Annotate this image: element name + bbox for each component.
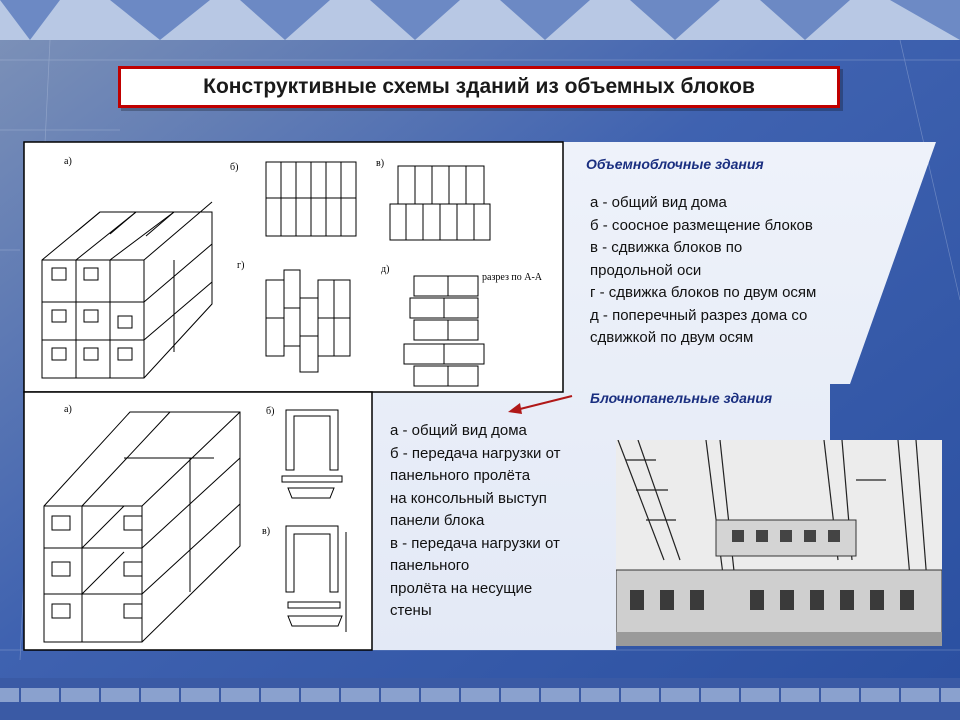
section2-item: панельного пролёта (390, 467, 531, 484)
section2-item: на консольный выступ (390, 489, 547, 507)
section1-item: а - общий вид дома (590, 194, 727, 211)
label2-b: б) (266, 406, 275, 417)
label2-a: а) (64, 404, 72, 415)
label-v: в) (376, 158, 385, 169)
section1-item: б - соосное размещение блоков (590, 216, 813, 234)
drawing-block-panel (24, 392, 372, 650)
label-b: б) (230, 162, 239, 173)
drawing-volumetric-blocks (24, 142, 563, 392)
section2-item: в - передача нагрузки от (390, 534, 560, 552)
label-cut: разрез по А-А (482, 272, 543, 283)
label-a: а) (64, 156, 72, 167)
title-box (118, 66, 840, 108)
section1-item: в - сдвижка блоков по (590, 239, 743, 256)
section2-item: панельного (390, 557, 470, 574)
section1-item: сдвижкой по двум осям (590, 329, 754, 346)
label-d: д) (381, 264, 390, 275)
section2-item: б - передача нагрузки от (390, 444, 561, 462)
label2-v: в) (262, 526, 271, 537)
section1-item: г - сдвижка блоков по двум осям (590, 284, 817, 301)
page-title: Конструктивные схемы зданий из объемных блоков (203, 75, 755, 98)
section2-heading: Блочнопанельные здания (590, 390, 773, 406)
section1-heading: Объемноблочные здания (586, 156, 764, 172)
section2-item: пролёта на несущие (390, 579, 533, 597)
construction-photo (616, 440, 942, 646)
section2-item: панели блока (390, 512, 485, 529)
section1-item: д - поперечный разрез дома со (590, 306, 808, 324)
label-g: г) (237, 260, 245, 271)
section1-item: продольной оси (590, 261, 702, 279)
section1-list (590, 192, 816, 350)
section2-list (390, 420, 560, 623)
section2-item: а - общий вид дома (390, 422, 527, 439)
section2-item: стены (390, 602, 432, 619)
